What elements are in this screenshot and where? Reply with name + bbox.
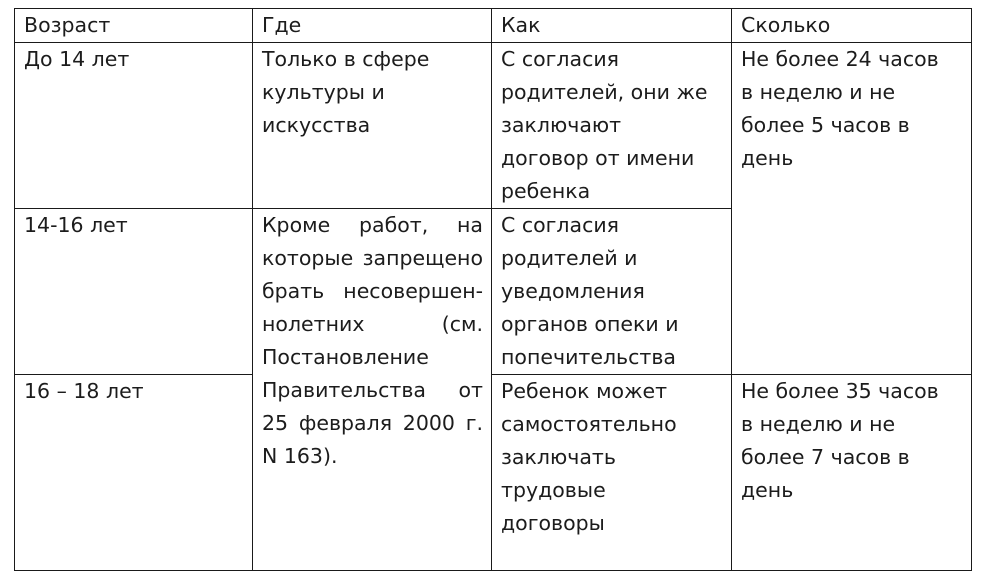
cell-where [253,43,492,209]
header-cell-where: Где [253,9,492,43]
employment-minors-table [14,8,972,571]
table-header-row [15,9,972,43]
cell-age-text: 16 – 18 лет [24,379,144,403]
cell-how-much [732,375,972,571]
header-cell-age: Возраст [15,9,253,43]
cell-age [15,43,253,209]
table-row [15,375,972,571]
cell-where-text: Только в сфере культуры и искусства [262,47,430,137]
cell-where-text: Кроме работ, на которые запрещено брать несовершен-нолетних (см. Постановление Правительства от 25 февраля 2000 г. N 163). [262,213,483,468]
cell-age-text: До 14 лет [24,47,130,71]
cell-how-text: С согласия родителей, они же заключают договор от имени ребенка [501,47,708,203]
cell-how [492,43,732,209]
cell-how-much-text: Не более 24 часов в неделю и не более 5 часов в день [741,47,939,170]
cell-how-text: Ребенок может самостоятельно заключать трудовые договоры [501,379,677,535]
cell-how [492,209,732,375]
cell-age-text: 14-16 лет [24,213,128,237]
cell-where-merged [253,209,492,571]
cell-age [15,375,253,571]
table-row [15,43,972,209]
header-cell-how: Как [492,9,732,43]
header-cell-how-much: Сколько [732,9,972,43]
cell-how-much-merged [732,43,972,375]
cell-how-text: С согласия родителей и уведомления органов опеки и попечительства [501,213,679,369]
cell-how [492,375,732,571]
cell-how-much-text: Не более 35 часов в неделю и не более 7 часов в день [741,379,939,502]
cell-age [15,209,253,375]
